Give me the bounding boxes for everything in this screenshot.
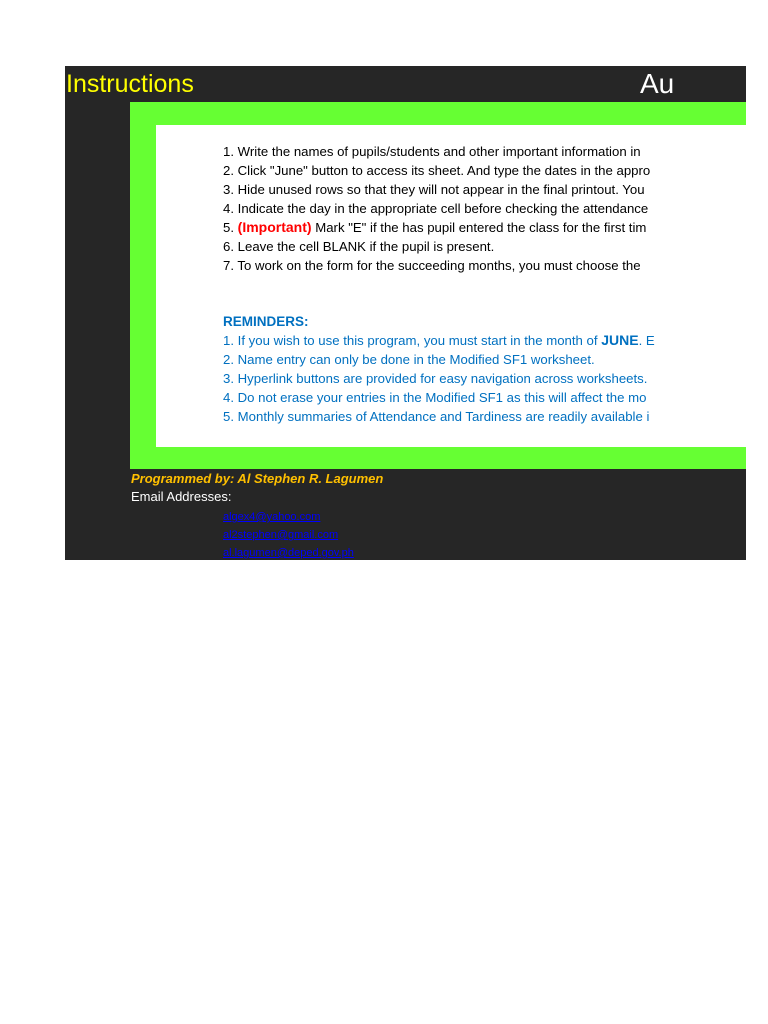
instruction-3: 3. Hide unused rows so that they will not appear in the final printout. You bbox=[223, 182, 645, 197]
reminder-1 bbox=[223, 331, 746, 350]
title-right-text: Au bbox=[640, 68, 675, 99]
reminder-4: 4. Do not erase your entries in the Modified SF1 as this will affect the mo bbox=[223, 390, 647, 405]
reminder-3: 3. Hyperlink buttons are provided for easy navigation across worksheets. bbox=[223, 371, 648, 386]
spacer bbox=[223, 275, 746, 312]
instruction-5 bbox=[223, 218, 746, 237]
instruction-7: 7. To work on the form for the succeeding months, you must choose the bbox=[223, 258, 641, 273]
reminder-1-start: 1. If you wish to use this program, you must start in the month of bbox=[223, 333, 602, 348]
email-link-yahoo[interactable]: algex4@yahoo.com bbox=[223, 511, 321, 523]
instructions-sheet bbox=[65, 66, 746, 560]
programmed-by: Programmed by: Al Stephen R. Lagumen bbox=[131, 471, 384, 486]
instruction-1: 1. Write the names of pupils/students and other important information in bbox=[223, 144, 641, 159]
reminder-1-end: . E bbox=[638, 333, 655, 348]
page-title: Instructions bbox=[66, 70, 194, 98]
instruction-6: 6. Leave the cell BLANK if the pupil is present. bbox=[223, 239, 495, 254]
email-link-deped[interactable]: al.lagumen@deped.gov.ph bbox=[223, 547, 354, 559]
instruction-5-text: Mark "E" if the has pupil entered the class for the first tim bbox=[311, 220, 647, 235]
reminder-5: 5. Monthly summaries of Attendance and Tardiness are readily available i bbox=[223, 409, 650, 424]
instruction-2: 2. Click "June" button to access its sheet. And type the dates in the appro bbox=[223, 163, 651, 178]
reminder-1-june: JUNE bbox=[601, 332, 639, 348]
email-label: Email Addresses: bbox=[131, 489, 232, 504]
reminder-2: 2. Name entry can only be done in the Modified SF1 worksheet. bbox=[223, 352, 595, 367]
instructions-frame bbox=[130, 102, 746, 469]
instructions-content bbox=[223, 142, 746, 426]
important-label: (Important) bbox=[237, 219, 312, 235]
footer bbox=[65, 469, 746, 560]
instruction-5-number: 5. bbox=[223, 220, 238, 235]
instructions-box bbox=[156, 125, 746, 447]
reminders-heading: REMINDERS: bbox=[223, 314, 309, 329]
email-link-gmail[interactable]: al2stephen@gmail.com bbox=[223, 529, 339, 541]
instruction-4: 4. Indicate the day in the appropriate cell before checking the attendance bbox=[223, 201, 649, 216]
title-bar bbox=[65, 66, 746, 102]
